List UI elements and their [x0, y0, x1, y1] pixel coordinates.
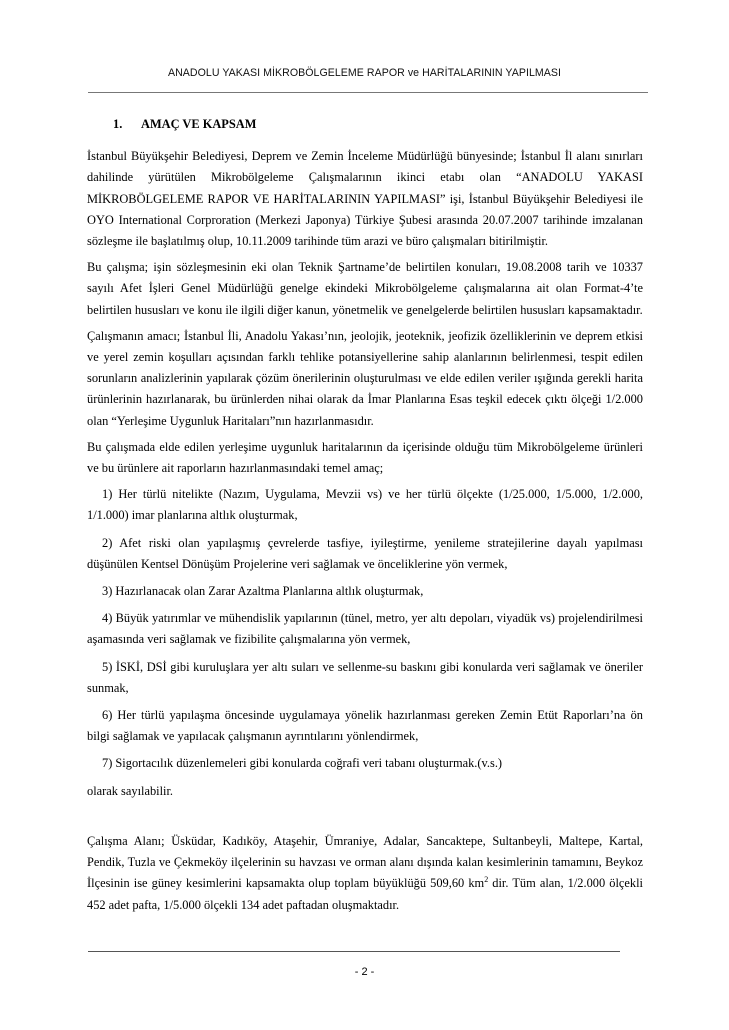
list-item: 6) Her türlü yapılaşma öncesinde uygulamaya yönelik hazırlanması gereken Zemin Etüt Raporları’na ön bilgi sağlamak ve yapılacak çalışmanın ayrıntılarını yönlendirmek,: [87, 708, 643, 744]
area-unit-superscript: 2: [484, 875, 489, 885]
list-item: 5) İSKİ, DSİ gibi kuruluşlara yer altı suları ve sellenme-su baskını gibi konularda veri sağlamak ve öneriler sunmak,: [87, 659, 643, 695]
list-item: 4) Büyük yatırımlar ve mühendislik yapılarının (tünel, metro, yer altı depoları, viyadük vs) projelendirilmesi aşamasında veri sağlamak ve fizibilite çalışmalarına yön vermek,: [87, 611, 643, 647]
list-item: 1) Her türlü nitelikte (Nazım, Uygulama, Mevzii vs) ve her türlü ölçekte (1/25.000, 1/5.000, 1/2.000, 1/1.000) imar planlarına altlık oluşturmak,: [87, 487, 643, 523]
running-header: ANADOLU YAKASI MİKROBÖLGELEME RAPOR ve HARİTALARININ YAPILMASI: [167, 67, 562, 79]
spacer: [87, 802, 643, 831]
paragraph-intro: İstanbul Büyükşehir Belediyesi, Deprem ve Zemin İnceleme Müdürlüğü bünyesinde; İstanbul İl alanı sınırları dahilinde yürütülen Mikrobölgeleme Çalışmalarının ikinci etabı olan “ANADOLU YAKASI MİKROBÖLGELEME RAPOR VE HARİTALARININ YAPILMASI” işi, İstanbul Büyükşehir Belediyesi ile OYO International Corproration (Merkezi Japonya) Türkiye Şubesi arasında 20.07.2007 tarihinde imzalanan sözleşme ile başlatılmış olup, 10.11.2009 tarihinde tüm arazi ve büro çalışmaları bitirilmiştir.: [87, 149, 643, 249]
section-heading: [113, 114, 643, 135]
footer-divider: [88, 951, 620, 952]
section-title: AMAÇ VE KAPSAM: [141, 117, 257, 131]
document-body: [87, 114, 643, 921]
header-divider: [88, 92, 648, 93]
paragraph-closing: olarak sayılabilir.: [87, 783, 174, 798]
page-number: - 2 -: [354, 966, 375, 978]
list-item: 3) Hazırlanacak olan Zarar Azaltma Planlarına altlık oluşturmak,: [102, 584, 424, 599]
paragraph-study-area: [87, 831, 643, 916]
list-item: 7) Sigortacılık düzenlemeleri gibi konularda coğrafi veri tabanı oluşturmak.(v.s.): [102, 756, 503, 771]
paragraph-scope: Bu çalışma; işin sözleşmesinin eki olan Teknik Şartname’de belirtilen konuları, 19.08.2008 tarih ve 10337 sayılı Afet İşleri Genel Müdürlüğü genelge ekindeki Mikrobölgeleme çalışmalarına ait olan Format-4’te belirtilen hususları ve konu ile ilgili diğer kanun, yönetmelik ve genelgelerde belirtilen hususları kapsamaktadır.: [87, 260, 643, 317]
section-number: 1.: [113, 117, 123, 131]
list-item: 2) Afet riski olan yapılaşmış çevrelerde tasfiye, iyileştirme, yenileme stratejilerine dayalı yapılması düşünülen Kentsel Dönüşüm Projelerine veri sağlamak ve önceliklerine yön vermek,: [87, 535, 643, 571]
study-area-text: Çalışma Alanı; Üsküdar, Kadıköy, Ataşehir, Ümraniye, Adalar, Sancaktepe, Sultanbeyli, Maltepe, Kartal, Pendik, Tuzla ve Çekmeköy ilçelerinin su havzası ve orman alanı dışında kalan kesimlerinin tamamını, Beykoz İlçesinin ise güney kesimlerini kapsamakta olup toplam büyüklüğü 509,60 km: [87, 833, 643, 891]
paragraph-purpose: Çalışmanın amacı; İstanbul İli, Anadolu Yakası’nın, jeolojik, jeoteknik, jeofizik özelliklerinin ve deprem etkisi ve yerel zemin koşulları açısından farklı tehlike potansiyellerine sahip alanlarının belirlenmesi, tespit edilen sorunların analizlerinin yapılarak çözüm önerilerinin oluşturulması ve elde edilen veriler ışığında gerekli harita ürünlerinin hazırlanarak, bu ürünlerden nihai olarak da İmar Planlarına Esas teşkil edecek çıktı ölçeği 1/2.000 olan “Yerleşime Uygunluk Haritaları”nın hazırlanmasıdır.: [87, 328, 643, 428]
study-area-text-end: dir. Tüm alan, 1/2.000 ölçekli 452 adet pafta, 1/5.000 ölçekli 134 adet paftadan oluşmaktadır.: [87, 876, 643, 912]
paragraph-goal-lead: Bu çalışmada elde edilen yerleşime uygunluk haritalarının da içerisinde olduğu tüm Mikrobölgeleme ürünleri ve bu ürünlere ait raporların hazırlanmasındaki temel amaç;: [87, 439, 643, 476]
